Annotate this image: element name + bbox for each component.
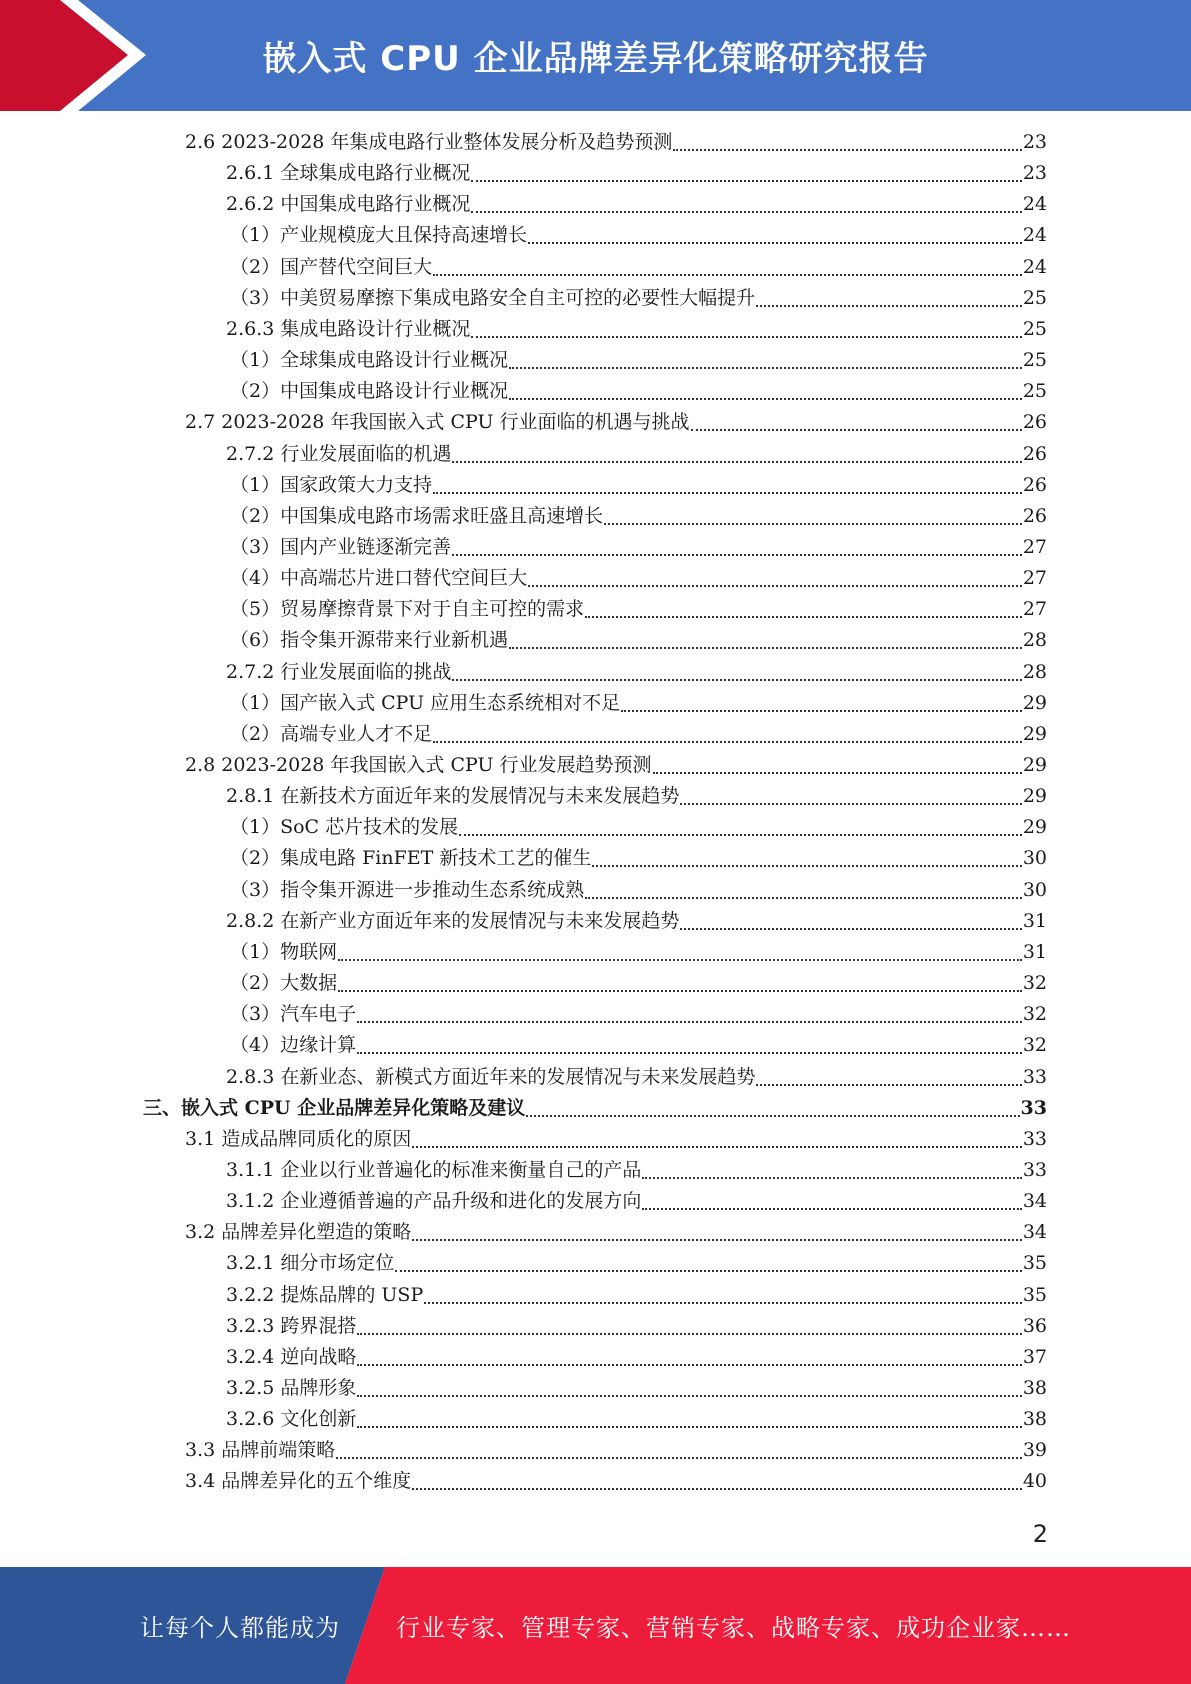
toc-entry-title: （1）国产嵌入式 CPU 应用生态系统相对不足 (230, 691, 621, 714)
toc-dot-leader (680, 928, 1021, 930)
toc-entry-title: 2.8.2 在新产业方面近年来的发展情况与未来发展趋势 (226, 909, 680, 932)
toc-dot-leader (691, 429, 1022, 431)
toc-entry[interactable] (185, 750, 1047, 781)
toc-entry[interactable] (230, 625, 1047, 656)
toc-dot-leader (471, 336, 1021, 338)
toc-entry-title: （3）中美贸易摩擦下集成电路安全自主可控的必要性大幅提升 (230, 286, 756, 309)
toc-entry[interactable] (230, 937, 1047, 968)
toc-entry-page: 33 (1022, 1127, 1047, 1150)
toc-entry-title: （1）SoC 芯片技术的发展 (230, 816, 459, 839)
toc-entry-title: 3.2.6 文化创新 (226, 1408, 357, 1431)
toc-dot-leader (528, 242, 1022, 244)
toc-entry[interactable] (185, 127, 1047, 158)
toc-dot-leader (756, 305, 1022, 307)
toc-dot-leader (452, 679, 1021, 681)
toc-entry[interactable] (230, 220, 1047, 251)
toc-entry[interactable] (230, 376, 1047, 407)
toc-entry-title: （1）全球集成电路设计行业概况 (230, 349, 509, 372)
toc-entry-title: 三、嵌入式 CPU 企业品牌差异化策略及建议 (143, 1096, 526, 1119)
toc-entry-page: 25 (1022, 349, 1047, 372)
toc-dot-leader (509, 367, 1022, 369)
toc-entry-title: 3.2.3 跨界混搭 (226, 1314, 357, 1337)
toc-entry[interactable] (230, 470, 1047, 501)
toc-entry-page: 30 (1022, 878, 1047, 901)
toc-entry-page: 34 (1022, 1190, 1047, 1213)
toc-entry[interactable] (226, 1373, 1047, 1404)
toc-entry-title: 2.7 2023-2028 年我国嵌入式 CPU 行业面临的机遇与挑战 (185, 411, 690, 434)
toc-entry-page: 23 (1022, 162, 1047, 185)
toc-entry[interactable] (230, 1030, 1047, 1061)
toc-entry[interactable] (226, 781, 1047, 812)
toc-entry-title: （6）指令集开源带来行业新机遇 (230, 629, 509, 652)
toc-entry-page: 27 (1022, 567, 1047, 590)
toc-entry-page: 27 (1022, 598, 1047, 621)
toc-dot-leader (338, 959, 1022, 961)
toc-dot-leader (642, 1177, 1021, 1179)
toc-dot-leader (680, 803, 1021, 805)
toc-entry-title: 3.1 造成品牌同质化的原因 (185, 1127, 412, 1150)
toc-entry-title: 3.1.2 企业遵循普遍的产品升级和进化的发展方向 (226, 1190, 642, 1213)
toc-dot-leader (357, 1395, 1021, 1397)
toc-entry[interactable] (230, 283, 1047, 314)
toc-dot-leader (509, 647, 1022, 649)
toc-entry[interactable] (230, 532, 1047, 563)
toc-entry-page: 40 (1022, 1470, 1047, 1493)
toc-entry-title: 3.2.1 细分市场定位 (226, 1252, 395, 1275)
toc-dot-leader (395, 1270, 1021, 1272)
toc-dot-leader (412, 1146, 1022, 1148)
page-footer (0, 1567, 1191, 1684)
toc-entry-title: （5）贸易摩擦背景下对于自主可控的需求 (230, 598, 585, 621)
toc-entry[interactable] (226, 1404, 1047, 1435)
toc-entry-page: 38 (1022, 1377, 1047, 1399)
toc-entry-page: 38 (1022, 1408, 1047, 1431)
toc-entry-title: 2.7.2 行业发展面临的挑战 (226, 660, 452, 683)
toc-entry[interactable] (226, 1311, 1047, 1342)
toc-entry-page: 28 (1022, 629, 1047, 652)
toc-entry-title: （1）产业规模庞大且保持高速增长 (230, 224, 528, 247)
toc-entry[interactable] (226, 439, 1047, 470)
toc-entry-page: 29 (1022, 754, 1047, 776)
toc-entry-title: （1）国家政策大力支持 (230, 473, 433, 496)
toc-entry-title: （2）大数据 (230, 972, 338, 995)
toc-entry-page: 23 (1022, 131, 1047, 153)
footer-slogan-left: 让每个人都能成为 (140, 1614, 340, 1642)
toc-entry-page: 32 (1022, 972, 1047, 995)
toc-entry[interactable] (230, 875, 1047, 906)
toc-entry-title: 3.2.2 提炼品牌的 USP (226, 1283, 424, 1306)
toc-entry-title: 3.2.5 品牌形象 (226, 1377, 357, 1399)
toc-entry-page: 26 (1022, 411, 1047, 434)
toc-entry[interactable] (230, 688, 1047, 719)
toc-entry-title: 2.6 2023-2028 年集成电路行业整体发展分析及趋势预测 (185, 131, 673, 153)
header-arrow-decoration (0, 0, 150, 111)
toc-entry[interactable] (226, 158, 1047, 189)
toc-dot-leader (336, 1457, 1022, 1459)
toc-entry-page: 33 (1022, 1065, 1047, 1088)
toc-dot-leader (642, 1208, 1021, 1210)
report-title: 嵌入式 CPU 企业品牌差异化策略研究报告 (262, 39, 929, 79)
toc-entry-title: （2）国产替代空间巨大 (230, 255, 433, 278)
toc-entry-title: 2.8.3 在新业态、新模式方面近年来的发展情况与未来发展趋势 (226, 1065, 756, 1088)
toc-dot-leader (424, 1302, 1022, 1304)
toc-entry[interactable] (230, 719, 1047, 750)
toc-entry-page: 25 (1022, 286, 1047, 309)
toc-dot-leader (585, 897, 1022, 899)
toc-dot-leader (338, 990, 1022, 992)
toc-dot-leader (459, 834, 1022, 836)
toc-entry[interactable] (226, 1062, 1047, 1093)
toc-entry-title: 3.1.1 企业以行业普遍化的标准来衡量自己的产品 (226, 1158, 642, 1181)
toc-entry-page: 24 (1022, 224, 1047, 247)
toc-entry-page: 32 (1022, 1034, 1047, 1057)
toc-entry-page: 24 (1022, 193, 1047, 216)
toc-entry[interactable] (226, 906, 1047, 937)
toc-entry[interactable] (230, 563, 1047, 594)
toc-entry[interactable] (185, 1435, 1047, 1466)
toc-entry-title: （3）汽车电子 (230, 1003, 357, 1026)
toc-dot-leader (621, 710, 1022, 712)
toc-entry-title: （1）物联网 (230, 940, 338, 963)
toc-entry-title: 2.8 2023-2028 年我国嵌入式 CPU 行业发展趋势预测 (185, 754, 652, 776)
toc-entry-page: 31 (1022, 940, 1047, 963)
toc-entry[interactable] (185, 407, 1047, 438)
toc-entry-title: 3.2 品牌差异化塑造的策略 (185, 1221, 412, 1244)
toc-entry-page: 31 (1022, 909, 1047, 932)
toc-entry-title: （2）中国集成电路设计行业概况 (230, 380, 509, 403)
toc-entry[interactable] (230, 345, 1047, 376)
toc-entry[interactable] (226, 1248, 1047, 1279)
toc-entry-page: 35 (1022, 1283, 1047, 1306)
toc-entry-title: 2.6.1 全球集成电路行业概况 (226, 162, 471, 185)
toc-dot-leader (433, 274, 1022, 276)
toc-entry-page: 35 (1022, 1252, 1047, 1275)
page-header (0, 0, 1191, 111)
toc-entry[interactable] (230, 999, 1047, 1030)
toc-entry-page: 30 (1022, 847, 1047, 870)
toc-entry-title: 2.7.2 行业发展面临的机遇 (226, 442, 452, 465)
toc-entry-page: 26 (1022, 504, 1047, 527)
toc-entry-page: 32 (1022, 1003, 1047, 1026)
toc-dot-leader (592, 865, 1021, 867)
toc-entry-page: 24 (1022, 255, 1047, 278)
toc-dot-leader (433, 741, 1022, 743)
toc-entry[interactable] (185, 1466, 1047, 1497)
toc-entry-title: （4）中高端芯片进口替代空间巨大 (230, 567, 528, 590)
toc-entry-page: 25 (1022, 380, 1047, 403)
toc-entry-page: 28 (1022, 660, 1047, 683)
toc-dot-leader (357, 1021, 1022, 1023)
toc-entry[interactable] (230, 843, 1047, 874)
toc-dot-leader (653, 772, 1022, 774)
toc-entry-title: （2）高端专业人才不足 (230, 722, 433, 745)
toc-dot-leader (509, 398, 1022, 400)
toc-dot-leader (357, 1052, 1022, 1054)
toc-entry[interactable] (230, 501, 1047, 532)
toc-dot-leader (604, 523, 1022, 525)
toc-entry[interactable] (230, 594, 1047, 625)
toc-entry[interactable] (230, 252, 1047, 283)
toc-entry-page: 27 (1022, 535, 1047, 558)
toc-entry-page: 39 (1022, 1439, 1047, 1462)
toc-dot-leader (452, 461, 1021, 463)
toc-entry-title: （3）指令集开源进一步推动生态系统成熟 (230, 878, 585, 901)
toc-dot-leader (528, 585, 1022, 587)
toc-entry-page: 26 (1022, 442, 1047, 465)
toc-entry-page: 29 (1022, 816, 1047, 839)
toc-entry-page: 33 (1020, 1096, 1047, 1119)
toc-entry-page: 37 (1022, 1345, 1047, 1368)
toc-dot-leader (526, 1115, 1019, 1117)
toc-entry[interactable] (226, 1155, 1047, 1186)
toc-dot-leader (412, 1488, 1022, 1490)
toc-dot-leader (357, 1426, 1021, 1428)
toc-entry-page: 25 (1022, 317, 1047, 340)
toc-entry-page: 33 (1022, 1158, 1047, 1181)
toc-dot-leader (412, 1239, 1022, 1241)
toc-entry[interactable] (143, 1093, 1047, 1124)
toc-entry-page: 26 (1022, 473, 1047, 496)
toc-entry-title: 3.2.4 逆向战略 (226, 1345, 357, 1368)
toc-dot-leader (673, 149, 1021, 151)
toc-entry-title: 2.6.3 集成电路设计行业概况 (226, 317, 471, 340)
toc-dot-leader (433, 492, 1022, 494)
toc-entry[interactable] (226, 657, 1047, 688)
toc-entry[interactable] (185, 1124, 1047, 1155)
toc-dot-leader (471, 211, 1021, 213)
toc-entry-title: （4）边缘计算 (230, 1034, 357, 1057)
page-number: 2 (1032, 1520, 1048, 1548)
toc-entry-title: 2.6.2 中国集成电路行业概况 (226, 193, 471, 216)
footer-slogan-right: 行业专家、管理专家、营销专家、战略专家、成功企业家…… (396, 1614, 1071, 1642)
toc-entry-title: 2.8.1 在新技术方面近年来的发展情况与未来发展趋势 (226, 785, 680, 808)
toc-entry[interactable] (226, 1342, 1047, 1373)
toc-entry[interactable] (226, 1280, 1047, 1311)
toc-entry[interactable] (226, 314, 1047, 345)
toc-entry-title: （2）中国集成电路市场需求旺盛且高速增长 (230, 504, 604, 527)
toc-entry-title: （3）国内产业链逐渐完善 (230, 535, 452, 558)
toc-entry[interactable] (226, 1186, 1047, 1217)
toc-entry-page: 29 (1022, 691, 1047, 714)
toc-entry-page: 29 (1022, 722, 1047, 745)
toc-dot-leader (756, 1084, 1021, 1086)
toc-entry[interactable] (185, 1217, 1047, 1248)
toc-entry-title: 3.4 品牌差异化的五个维度 (185, 1470, 412, 1493)
toc-entry-title: 3.3 品牌前端策略 (185, 1439, 336, 1462)
toc-entry-title: （2）集成电路 FinFET 新技术工艺的催生 (230, 847, 592, 870)
toc-dot-leader (357, 1364, 1021, 1366)
toc-dot-leader (585, 616, 1022, 618)
toc-dot-leader (471, 180, 1021, 182)
toc-entry[interactable] (230, 812, 1047, 843)
toc-dot-leader (452, 554, 1022, 556)
toc-entry[interactable] (226, 189, 1047, 220)
toc-entry[interactable] (230, 968, 1047, 999)
toc-entry-page: 29 (1022, 785, 1047, 808)
toc-dot-leader (357, 1333, 1021, 1335)
toc-entry-page: 36 (1022, 1314, 1047, 1337)
toc-entry-page: 34 (1022, 1221, 1047, 1244)
